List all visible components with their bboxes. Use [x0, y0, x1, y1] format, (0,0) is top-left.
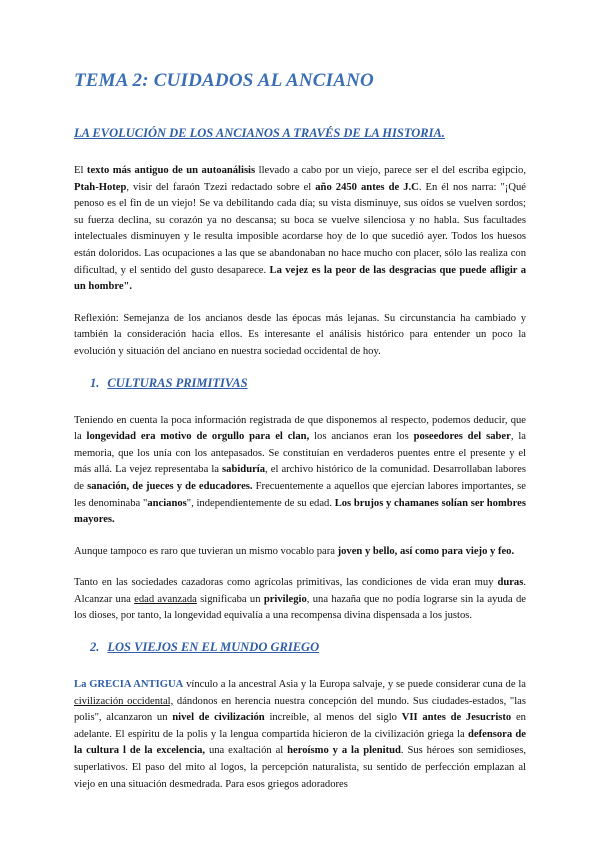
- subheading-mundo-griego: 2. LOS VIEJOS EN EL MUNDO GRIEGO: [90, 640, 320, 655]
- paragraph-sociedades: Tanto en las sociedades cazadoras como agrícolas primitivas, las condiciones de vida eran muy duras. Alcanzar una edad avanzada significaba un privilegio, una hazaña que no podía lograrse sin la ayuda de los dioses, por tanto, la longevidad equivalía a una recompensa divina dispensada a los justos.: [74, 577, 526, 622]
- subheading-culturas-primitivas: 1. CULTURAS PRIMITIVAS: [90, 375, 248, 390]
- paragraph-ptah-hotep: El texto más antiguo de un autoanálisis llevado a cabo por un viejo, parece ser el del escriba egipcio, Ptah-Hotep, visir del faraón Tzezi redactado sobre el año 2450 antes de J.C. En él nos narra: "¡Qué penoso es el fin de un viejo! Se va debilitando cada día; su vista disminuye, sus oídos se vuelven sordos; su fuerza declina, su corazón ya no descansa; su boca se vuelve silenciosa y no habla. Sus facultades intelectuales disminuyen y le resulta imposible acordarse hoy de lo que sucedió ayer. Todos los huesos están doloridos. Las ocupaciones a las que se abandonaban no hace mucho con placer, sólo las realiza con dificultad, y el sentido del gusto desaparece. La vejez es la peor de las desgracias que puede afligir a un hombre".: [74, 165, 526, 293]
- page-title: TEMA 2: CUIDADOS AL ANCIANO: [74, 70, 374, 91]
- paragraph-culturas-primitivas: Teniendo en cuenta la poca información registrada de que disponemos al respecto, podemos deducir, que la longevidad era motivo de orgullo para el clan, los ancianos eran los poseedores del saber, la memoria, que los unía con los antepasados. Se constituían en verdaderos puentes entre el presente y el más allá. La vejez representaba la sabiduría, el archivo histórico de la comunidad. Desarrollaban labores de sanación, de jueces y de educadores. Frecuentemente a aquellos que ejercían labores importantes, se les denominaba "ancianos", independientemente de su edad. Los brujos y chamanes solían ser hombres mayores.: [74, 414, 526, 526]
- paragraph-reflexion: Reflexión: Semejanza de los ancianos desde las épocas más lejanas. Su circunstancia ha cambiado y también la consideración hacia ellos. Es interesante el análisis histórico para entender un poco la evolución y situación del anciano en nuestra sociedad occidental de hoy.: [74, 312, 526, 357]
- section-heading: LA EVOLUCIÓN DE LOS ANCIANOS A TRAVÉS DE LA HISTORIA.: [74, 126, 445, 140]
- paragraph-grecia: La GRECIA ANTIGUA vínculo a la ancestral Asia y la Europa salvaje, y se puede considerar cuna de la civilización occidental, dándonos en herencia nuestra concepción del mundo. Sus ciudades-estados, "las polis", alcanzaron un nivel de civilización increíble, al menos del siglo VII antes de Jesucristo en adelante. El espíritu de la polis y la lengua compartida hicieron de la civilización griega la defensora de la cultura l de la excelencia, una exaltación al heroísmo y a la plenitud. Sus héroes son semidioses, superlativos. El paso del mito al logos, la percepción naturalista, su sentido de perfección emplazan al viejo en una situación desmedrada. Para esos griegos adoradores: [74, 679, 527, 790]
- paragraph-vocablo: Aunque tampoco es raro que tuvieran un mismo vocablo para joven y bello, así como para viejo y feo.: [74, 545, 515, 557]
